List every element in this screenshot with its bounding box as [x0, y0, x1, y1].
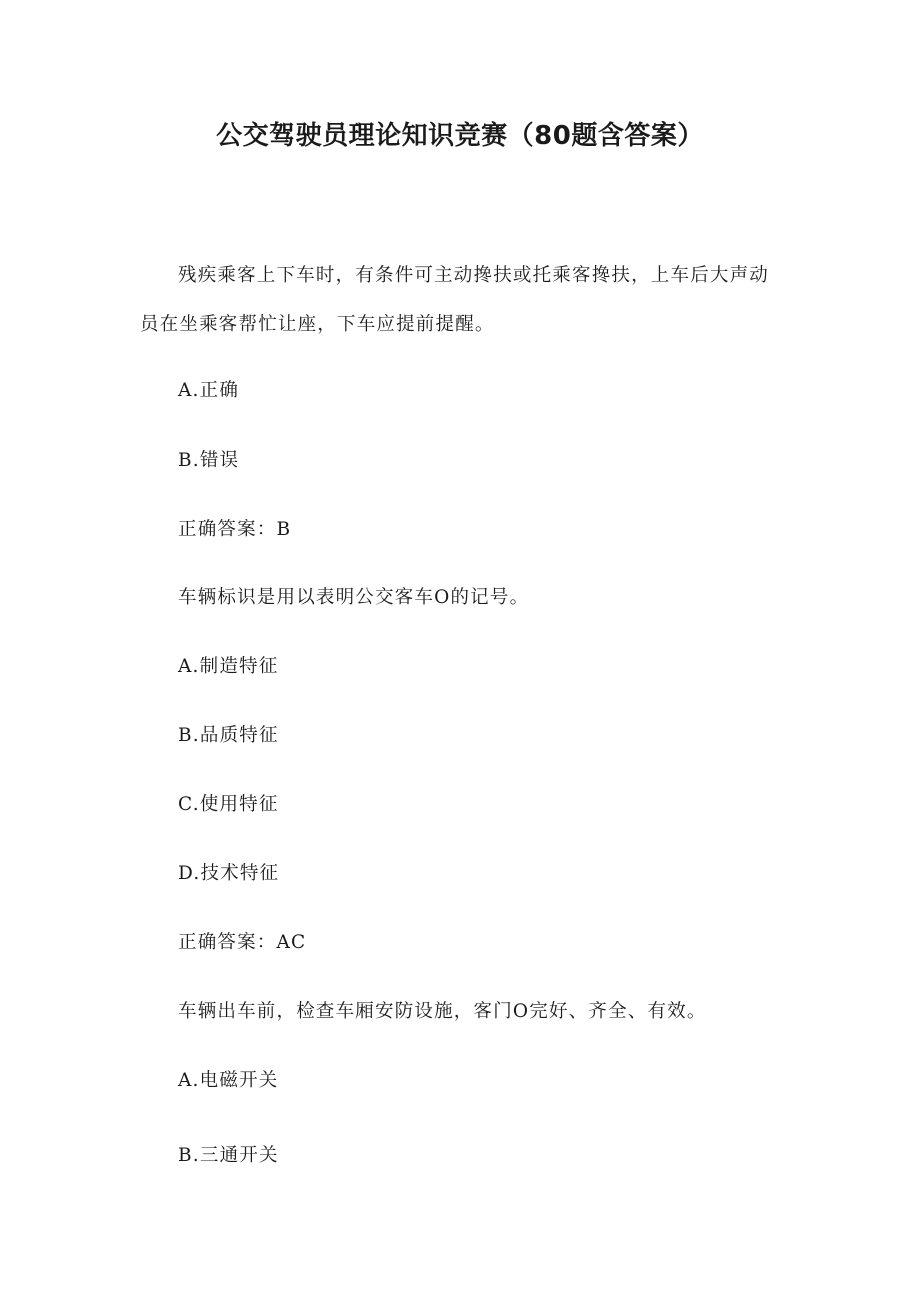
question-2-stem-line-1: 车辆标识是用以表明公交客车O的记号。	[178, 587, 530, 608]
question-3-option-a: A.电磁开关	[178, 1070, 279, 1091]
question-3-stem-line-1: 车辆出车前，检查车厢安防设施，客门O完好、齐全、有效。	[178, 1001, 707, 1022]
question-2-answer: 正确答案：AC	[178, 932, 307, 953]
question-2-option-a: A.制造特征	[178, 656, 279, 677]
document-title: 公交驾驶员理论知识竞赛（80题含答案）	[216, 121, 704, 151]
question-3-option-b: B.三通开关	[178, 1145, 279, 1166]
question-1-stem-line-2: 员在坐乘客帮忙让座，下车应提前提醒。	[140, 314, 495, 335]
question-1-option-b: B.错误	[178, 450, 240, 471]
question-1-answer: 正确答案：B	[178, 519, 292, 540]
question-2-option-c: C.使用特征	[178, 794, 279, 815]
question-1-option-a: A.正确	[178, 380, 240, 401]
question-2-option-b: B.品质特征	[178, 725, 279, 746]
question-2-option-d: D.技术特征	[178, 863, 280, 884]
question-1-stem-line-1: 残疾乘客上下车时，有条件可主动搀扶或托乘客搀扶，上车后大声动	[178, 265, 770, 286]
